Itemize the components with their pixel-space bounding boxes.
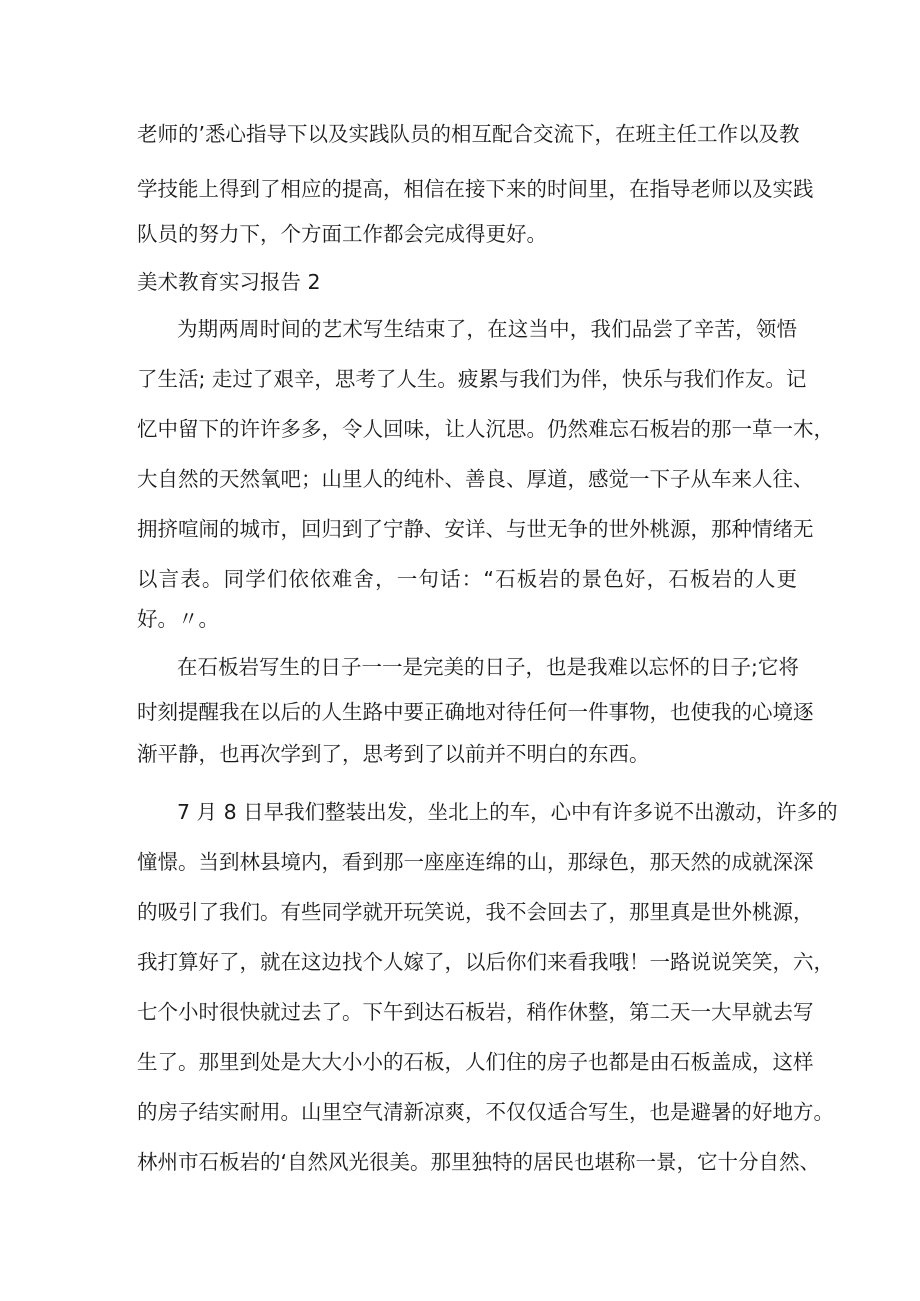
- paragraph-line: 七个小时很快就过去了。下午到达石板岩，稍作休整，第二天一大早就去写: [137, 1000, 814, 1024]
- paragraph-line: 林州市石板岩的‘自然风光很美。那里独特的居民也堪称一景，它十分自然、: [137, 1150, 821, 1174]
- intro-line: 老师的’悉心指导下以及实践队员的相互配合交流下，在班主任工作以及教: [137, 122, 800, 146]
- paragraph-line: 7 月 8 日早我们整装出发，坐北上的车，心中有许多说不出激动，许多的: [177, 800, 838, 824]
- paragraph-line: 生了。那里到处是大大小小的石板，人们住的房子也都是由石板盖成，这样: [137, 1050, 814, 1074]
- paragraph-line: 拥挤喧闹的城市，回归到了宁静、安详、与世无争的世外桃源，那种情绪无: [137, 517, 814, 541]
- paragraph-line: 的房子结实耐用。山里空气清新凉爽，不仅仅适合写生，也是避暑的好地方。: [137, 1100, 834, 1124]
- intro-line: 队员的努力下，个方面工作都会完成得更好。: [137, 222, 547, 246]
- intro-line: 学技能上得到了相应的提高，相信在接下来的时间里，在指导老师以及实践: [137, 177, 814, 201]
- paragraph-line: 渐平静，也再次学到了，思考到了以前并不明白的东西。: [137, 742, 650, 766]
- paragraph-line: 憧憬。当到林县境内，看到那一座座连绵的山，那绿色，那天然的成就深深: [137, 850, 814, 874]
- paragraph-line: 我打算好了，就在这边找个人嫁了，以后你们来看我哦！一路说说笑笑，六，: [137, 950, 834, 974]
- paragraph-line: 忆中留下的许许多多，令人回味，让人沉思。仍然难忘石板岩的那一草一木，: [137, 417, 834, 441]
- paragraph-line: 在石板岩写生的日子一一是完美的日子，也是我难以忘怀的日子;它将: [177, 655, 799, 679]
- paragraph-line: 以言表。同学们依依难舍，一句话：“石板岩的景色好，石板岩的人更: [137, 567, 797, 591]
- paragraph-line: 了生活; 走过了艰辛，思考了人生。疲累与我们为伴，快乐与我们作友。记: [137, 367, 807, 391]
- section-title: 美术教育实习报告 2: [137, 270, 321, 294]
- paragraph-line: 为期两周时间的艺术写生结束了，在这当中，我们品尝了辛苦，领悟: [177, 317, 797, 341]
- paragraph-line: 时刻提醒我在以后的人生路中要正确地对待任何一件事物，也使我的心境逐: [137, 700, 814, 724]
- paragraph-line: 好。〃。: [137, 607, 219, 631]
- paragraph-line: 的吸引了我们。有些同学就开玩笑说，我不会回去了，那里真是世外桃源，: [137, 900, 814, 924]
- paragraph-line: 大自然的天然氧吧；山里人的纯朴、善良、厚道，感觉一下子从车来人往、: [137, 467, 814, 491]
